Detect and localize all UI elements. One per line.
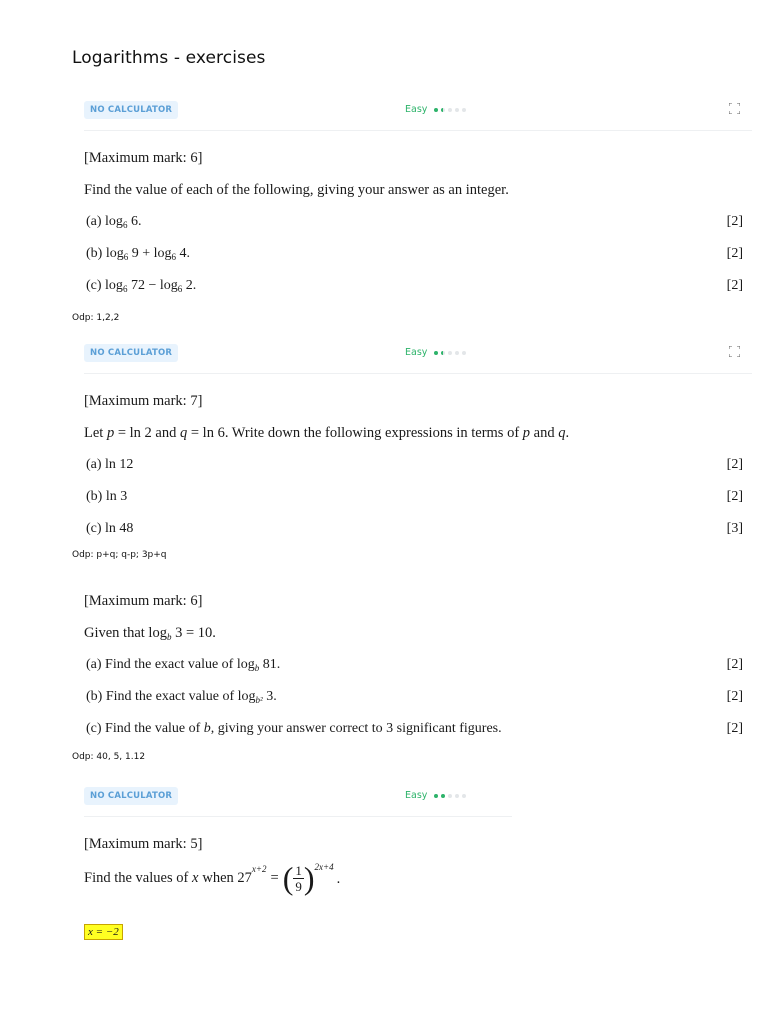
difficulty-dot [455, 794, 459, 798]
answer-note: Odp: p+q; q-p; 3p+q [72, 550, 167, 560]
part-text: 72 − log [127, 278, 178, 293]
expand-icon[interactable] [729, 346, 740, 357]
part-text: (c) Find the value of [86, 721, 204, 736]
part-marks: [3] [726, 521, 743, 536]
part-text: (b) Find the exact value of log [86, 689, 256, 704]
question-2-header [84, 344, 752, 366]
difficulty-dot [462, 108, 466, 112]
variable-p: p [522, 425, 531, 441]
difficulty-dot [455, 351, 459, 355]
question-stem [84, 862, 340, 894]
part-marks: [2] [726, 689, 743, 704]
question-part [86, 246, 190, 262]
question-1-header [84, 101, 752, 123]
difficulty-indicator [405, 104, 466, 115]
stem-text: = ln 6. Write down the following expressions in terms of [187, 425, 523, 441]
stem-text: = [270, 869, 279, 886]
part-marks: [2] [726, 457, 743, 472]
difficulty-dot [441, 108, 445, 112]
log-base: 6 [122, 284, 128, 294]
stem-text: . [565, 425, 570, 441]
difficulty-dot [462, 351, 466, 355]
difficulty-label: Easy [405, 347, 428, 358]
header-divider [84, 816, 512, 817]
stem-text: = ln 2 and [114, 425, 180, 441]
fraction-numerator: 1 [295, 862, 302, 878]
log-base: b [254, 663, 260, 673]
right-paren: ) [303, 860, 315, 896]
part-marks: [2] [726, 246, 743, 261]
question-stem [84, 425, 569, 442]
difficulty-dots [434, 794, 466, 798]
question-4-header [84, 787, 512, 809]
part-text: 81. [259, 657, 281, 672]
difficulty-dot [448, 351, 452, 355]
fraction [293, 863, 304, 894]
part-marks: [2] [726, 489, 743, 504]
difficulty-dot [434, 351, 438, 355]
document-title: Logarithms - exercises [72, 48, 266, 68]
part-text: , giving your answer correct to 3 significant figures. [210, 721, 502, 736]
variable-x: x [191, 869, 199, 886]
difficulty-dot [462, 794, 466, 798]
difficulty-dot [448, 108, 452, 112]
exponent: x+2 [251, 864, 267, 874]
difficulty-dot [448, 794, 452, 798]
no-calculator-badge: NO CALCULATOR [84, 101, 178, 119]
max-mark: [Maximum mark: 5] [84, 836, 203, 852]
log-base: b [166, 632, 172, 642]
difficulty-dots [434, 351, 466, 355]
question-stem: Find the value of each of the following, giving your answer as an integer. [84, 182, 509, 198]
question-part [86, 278, 196, 294]
stem-text: Let [84, 425, 107, 441]
expand-icon[interactable] [729, 103, 740, 114]
part-text: (b) log [86, 246, 124, 261]
header-divider [84, 373, 752, 374]
part-text: (a) log [86, 214, 123, 229]
stem-text: Given that log [84, 625, 167, 641]
question-part [86, 214, 141, 230]
question-part [86, 657, 280, 673]
log-base: b² [255, 695, 263, 705]
variable-q: q [179, 425, 188, 441]
question-part: (a) ln 12 [86, 457, 134, 472]
difficulty-indicator [405, 790, 466, 801]
part-text: (c) log [86, 278, 123, 293]
answer-note: Odp: 40, 5, 1.12 [72, 752, 146, 762]
highlighted-answer: x = −2 [84, 924, 123, 940]
difficulty-label: Easy [405, 104, 428, 115]
no-calculator-badge: NO CALCULATOR [84, 344, 178, 362]
stem-text: 3 = 10. [171, 625, 216, 641]
exponent: 2x+4 [314, 862, 334, 872]
max-mark: [Maximum mark: 6] [84, 150, 203, 166]
header-divider [84, 130, 752, 131]
log-base: 6 [171, 252, 177, 262]
difficulty-dot [455, 108, 459, 112]
difficulty-dots [434, 108, 466, 112]
difficulty-dot [434, 794, 438, 798]
left-paren: ( [282, 860, 294, 896]
difficulty-dot [434, 108, 438, 112]
part-text: 9 + log [128, 246, 172, 261]
part-marks: [2] [726, 278, 743, 293]
max-mark: [Maximum mark: 7] [84, 393, 203, 409]
log-base: 6 [123, 252, 129, 262]
part-text: 2. [182, 278, 197, 293]
part-marks: [2] [726, 657, 743, 672]
question-part: (c) ln 48 [86, 521, 134, 536]
part-marks: [2] [726, 214, 743, 229]
part-text: 4. [176, 246, 191, 261]
question-stem [84, 625, 216, 642]
variable-p: p [106, 425, 115, 441]
difficulty-dot [441, 351, 445, 355]
difficulty-label: Easy [405, 790, 428, 801]
question-part: (b) ln 3 [86, 489, 128, 504]
stem-text: Find the values of [84, 869, 189, 886]
question-part [86, 721, 502, 737]
part-marks: [2] [726, 721, 743, 736]
difficulty-indicator [405, 347, 466, 358]
stem-text: when 27 [202, 869, 252, 886]
question-part [86, 689, 277, 705]
no-calculator-badge: NO CALCULATOR [84, 787, 178, 805]
part-text: 3. [262, 689, 277, 704]
part-text: 6. [127, 214, 142, 229]
part-text: (a) Find the exact value of log [86, 657, 255, 672]
fraction-denominator: 9 [295, 878, 302, 894]
stem-text: . [336, 871, 341, 887]
variable-q: q [558, 425, 566, 441]
answer-note: Odp: 1,2,2 [72, 313, 120, 323]
variable-b: b [203, 721, 211, 736]
stem-text: and [530, 425, 559, 441]
log-base: 6 [177, 284, 183, 294]
difficulty-dot [441, 794, 445, 798]
max-mark: [Maximum mark: 6] [84, 593, 203, 609]
log-base: 6 [122, 220, 128, 230]
